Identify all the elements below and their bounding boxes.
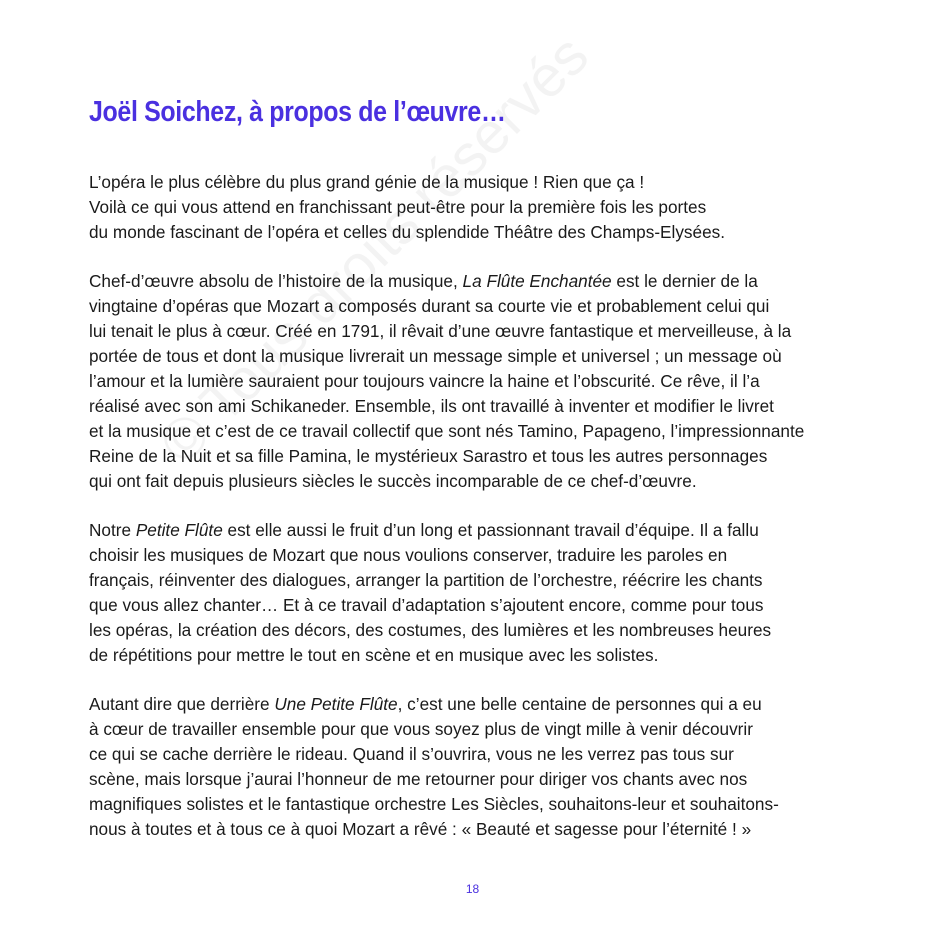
text-line: à cœur de travailler ensemble pour que vous soyez plus de vingt mille à venir découvrir xyxy=(89,719,753,739)
text-line: les opéras, la création des décors, des costumes, des lumières et les nombreuses heures xyxy=(89,620,772,640)
production-title: Une Petite Flûte xyxy=(274,694,398,714)
text-line: du monde fascinant de l’opéra et celles du splendide Théâtre des Champs-Elysées. xyxy=(89,222,725,242)
text-line: Chef-d’œuvre absolu de l’histoire de la musique, La Flûte Enchantée est le dernier de la xyxy=(89,271,758,291)
paragraph-closing xyxy=(89,692,879,842)
text-line: Notre Petite Flûte est elle aussi le fruit d’un long et passionnant travail d’équipe. Il a fallu xyxy=(89,520,759,540)
paragraph-intro xyxy=(89,170,879,245)
text-line: choisir les musiques de Mozart que nous voulions conserver, traduire les paroles en xyxy=(89,545,728,565)
text-line: magnifiques solistes et le fantastique orchestre Les Siècles, souhaitons-leur et souhaitons- xyxy=(89,794,779,814)
paragraph-masterpiece xyxy=(89,269,879,494)
opera-title: La Flûte Enchantée xyxy=(462,271,612,291)
text-line: réalisé avec son ami Schikaneder. Ensemble, ils ont travaillé à inventer et modifier le livret xyxy=(89,396,774,416)
text-line: lui tenait le plus à cœur. Créé en 1791, il rêvait d’une œuvre fantastique et merveilleuse, à la xyxy=(89,321,792,341)
text-line: l’amour et la lumière sauraient pour toujours vaincre la haine et l’obscurité. Ce rêve, il l’a xyxy=(89,371,760,391)
text-line: nous à toutes et à tous ce à quoi Mozart a rêvé : « Beauté et sagesse pour l’éternité ! » xyxy=(89,819,752,839)
text-line: Autant dire que derrière Une Petite Flûte, c’est une belle centaine de personnes qui a eu xyxy=(89,694,762,714)
paragraph-teamwork xyxy=(89,518,879,668)
text-line: portée de tous et dont la musique livrerait un message simple et universel ; un message où xyxy=(89,346,782,366)
text-line: français, réinventer des dialogues, arranger la partition de l’orchestre, réécrire les chants xyxy=(89,570,763,590)
text-line: scène, mais lorsque j’aurai l’honneur de me retourner pour diriger vos chants avec nos xyxy=(89,769,748,789)
text-line: et la musique et c’est de ce travail collectif que sont nés Tamino, Papageno, l’impressionnante xyxy=(89,421,805,441)
production-title: Petite Flûte xyxy=(135,520,223,540)
text-line: de répétitions pour mettre le tout en scène et en musique avec les solistes. xyxy=(89,645,659,665)
page-number: 18 xyxy=(465,882,480,896)
text-line: L’opéra le plus célèbre du plus grand génie de la musique ! Rien que ça ! xyxy=(89,172,645,192)
text-line: Voilà ce qui vous attend en franchissant peut-être pour la première fois les portes xyxy=(89,197,707,217)
text-line: vingtaine d’opéras que Mozart a composés durant sa courte vie et probablement celui qui xyxy=(89,296,770,316)
body-text xyxy=(89,170,879,866)
text-line: ce qui se cache derrière le rideau. Quand il s’ouvrira, vous ne les verrez pas tous sur xyxy=(89,744,734,764)
text-line: que vous allez chanter… Et à ce travail d’adaptation s’ajoutent encore, comme pour tous xyxy=(89,595,764,615)
text-line: qui ont fait depuis plusieurs siècles le succès incomparable de ce chef-d’œuvre. xyxy=(89,471,697,491)
page-title: Joël Soichez, à propos de l’œuvre… xyxy=(89,96,506,128)
text-line: Reine de la Nuit et sa fille Pamina, le mystérieux Sarastro et tous les autres personnages xyxy=(89,446,768,466)
